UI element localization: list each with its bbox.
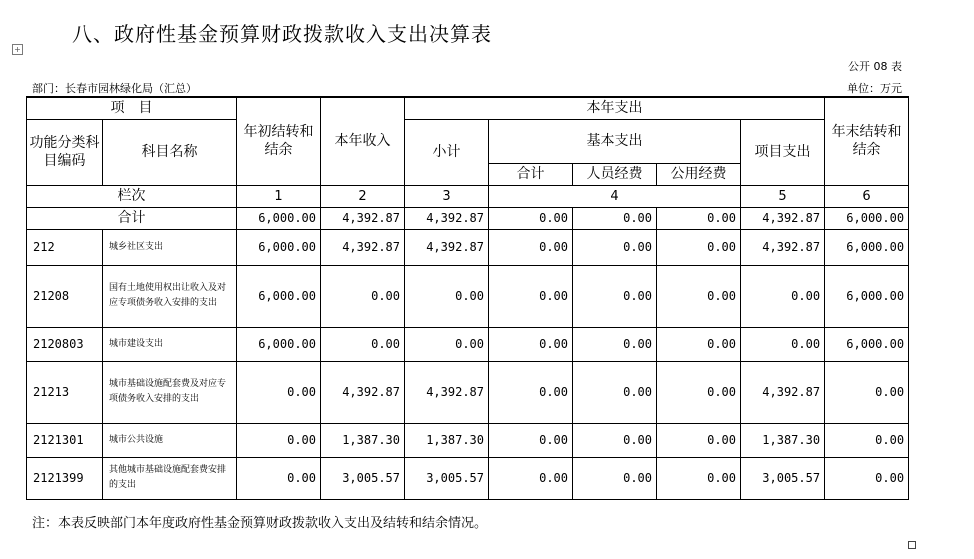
cell-value: 6,000.00 [825, 265, 909, 327]
cell-value: 0.00 [573, 265, 657, 327]
cell-value: 0.00 [489, 361, 573, 423]
table-row [27, 457, 909, 499]
cell-value: 0.00 [657, 229, 741, 265]
cell-value: 6,000.00 [825, 327, 909, 361]
form-number: 公开 08 表 [848, 60, 902, 73]
department-label: 部门：长春市园林绿化局（汇总） [32, 82, 197, 95]
function-code: 2121399 [27, 457, 103, 499]
cell-value: 0.00 [657, 423, 741, 457]
cell-value: 0.00 [657, 361, 741, 423]
cell-value: 6,000.00 [237, 207, 321, 229]
cell-value: 6,000.00 [237, 327, 321, 361]
column-number: 3 [405, 185, 489, 207]
cell-value: 0.00 [573, 423, 657, 457]
cell-value: 0.00 [657, 207, 741, 229]
footnote: 注：本表反映部门本年度政府性基金预算财政拨款收入支出及结转和结余情况。 [32, 516, 488, 531]
cell-value: 4,392.87 [321, 229, 405, 265]
table-row [27, 327, 909, 361]
column-number: 4 [489, 185, 741, 207]
function-code: 21208 [27, 265, 103, 327]
cell-value: 0.00 [489, 423, 573, 457]
subject-name: 城乡社区支出 [103, 229, 237, 265]
cell-value: 4,392.87 [741, 207, 825, 229]
cell-value: 4,392.87 [405, 361, 489, 423]
header-basic-total: 合计 [489, 163, 573, 185]
header-annual-income: 本年收入 [321, 97, 405, 185]
cell-value: 4,392.87 [405, 229, 489, 265]
cell-value: 0.00 [237, 457, 321, 499]
header-annual-expense: 本年支出 [405, 97, 825, 119]
subject-name: 城市基础设施配套费及对应专项债务收入安排的支出 [103, 361, 237, 423]
cell-value: 4,392.87 [321, 207, 405, 229]
cell-value: 0.00 [573, 207, 657, 229]
cell-value: 0.00 [825, 457, 909, 499]
cell-value: 0.00 [573, 361, 657, 423]
fund-budget-table [26, 96, 909, 500]
cell-value: 0.00 [573, 327, 657, 361]
header-project-expense: 项目支出 [741, 119, 825, 185]
cell-value: 0.00 [741, 327, 825, 361]
cell-value: 0.00 [237, 361, 321, 423]
end-marker [908, 541, 916, 549]
column-number: 5 [741, 185, 825, 207]
cell-value: 0.00 [573, 229, 657, 265]
cell-value: 1,387.30 [741, 423, 825, 457]
cell-value: 6,000.00 [237, 229, 321, 265]
cell-value: 4,392.87 [741, 229, 825, 265]
subject-name: 其他城市基础设施配套费安排的支出 [103, 457, 237, 499]
cell-value: 0.00 [405, 327, 489, 361]
column-number: 6 [825, 185, 909, 207]
column-label: 栏次 [27, 185, 237, 207]
column-number: 1 [237, 185, 321, 207]
cell-value: 0.00 [573, 457, 657, 499]
header-subtotal: 小计 [405, 119, 489, 185]
header-public: 公用经费 [657, 163, 741, 185]
function-code: 2121301 [27, 423, 103, 457]
cell-value: 0.00 [489, 207, 573, 229]
table-move-handle-icon[interactable]: + [12, 44, 23, 55]
header-function-code: 功能分类科目编码 [27, 119, 103, 185]
cell-value: 0.00 [489, 457, 573, 499]
cell-value: 0.00 [825, 361, 909, 423]
table-row [27, 265, 909, 327]
cell-value: 1,387.30 [405, 423, 489, 457]
cell-value: 1,387.30 [321, 423, 405, 457]
cell-value: 0.00 [657, 457, 741, 499]
cell-value: 4,392.87 [405, 207, 489, 229]
cell-value: 0.00 [657, 327, 741, 361]
data-rows [27, 229, 909, 499]
cell-value: 4,392.87 [321, 361, 405, 423]
table-row [27, 229, 909, 265]
cell-value: 6,000.00 [237, 265, 321, 327]
header-basic-expense: 基本支出 [489, 119, 741, 163]
subject-name: 国有土地使用权出让收入及对应专项债务收入安排的支出 [103, 265, 237, 327]
cell-value: 4,392.87 [741, 361, 825, 423]
cell-value: 0.00 [321, 327, 405, 361]
function-code: 2120803 [27, 327, 103, 361]
cell-value: 3,005.57 [321, 457, 405, 499]
cell-value: 0.00 [489, 229, 573, 265]
page-title: 八、政府性基金预算财政拨款收入支出决算表 [72, 22, 492, 46]
cell-value: 0.00 [657, 265, 741, 327]
cell-value: 6,000.00 [825, 229, 909, 265]
cell-value: 3,005.57 [741, 457, 825, 499]
total-row [27, 207, 909, 229]
cell-value: 0.00 [825, 423, 909, 457]
cell-value: 0.00 [321, 265, 405, 327]
header-subject-name: 科目名称 [103, 119, 237, 185]
header-opening-balance: 年初结转和结余 [237, 97, 321, 185]
header-closing-balance: 年末结转和结余 [825, 97, 909, 185]
cell-value: 6,000.00 [825, 207, 909, 229]
table-row [27, 423, 909, 457]
table-row [27, 361, 909, 423]
total-label: 合计 [27, 207, 237, 229]
cell-value: 0.00 [741, 265, 825, 327]
cell-value: 0.00 [405, 265, 489, 327]
header-item: 项 目 [27, 97, 237, 119]
unit-label: 单位：万元 [847, 82, 902, 95]
subject-name: 城市公共设施 [103, 423, 237, 457]
cell-value: 3,005.57 [405, 457, 489, 499]
function-code: 212 [27, 229, 103, 265]
function-code: 21213 [27, 361, 103, 423]
cell-value: 0.00 [237, 423, 321, 457]
column-number: 2 [321, 185, 405, 207]
cell-value: 0.00 [489, 327, 573, 361]
header-personnel: 人员经费 [573, 163, 657, 185]
subject-name: 城市建设支出 [103, 327, 237, 361]
cell-value: 0.00 [489, 265, 573, 327]
